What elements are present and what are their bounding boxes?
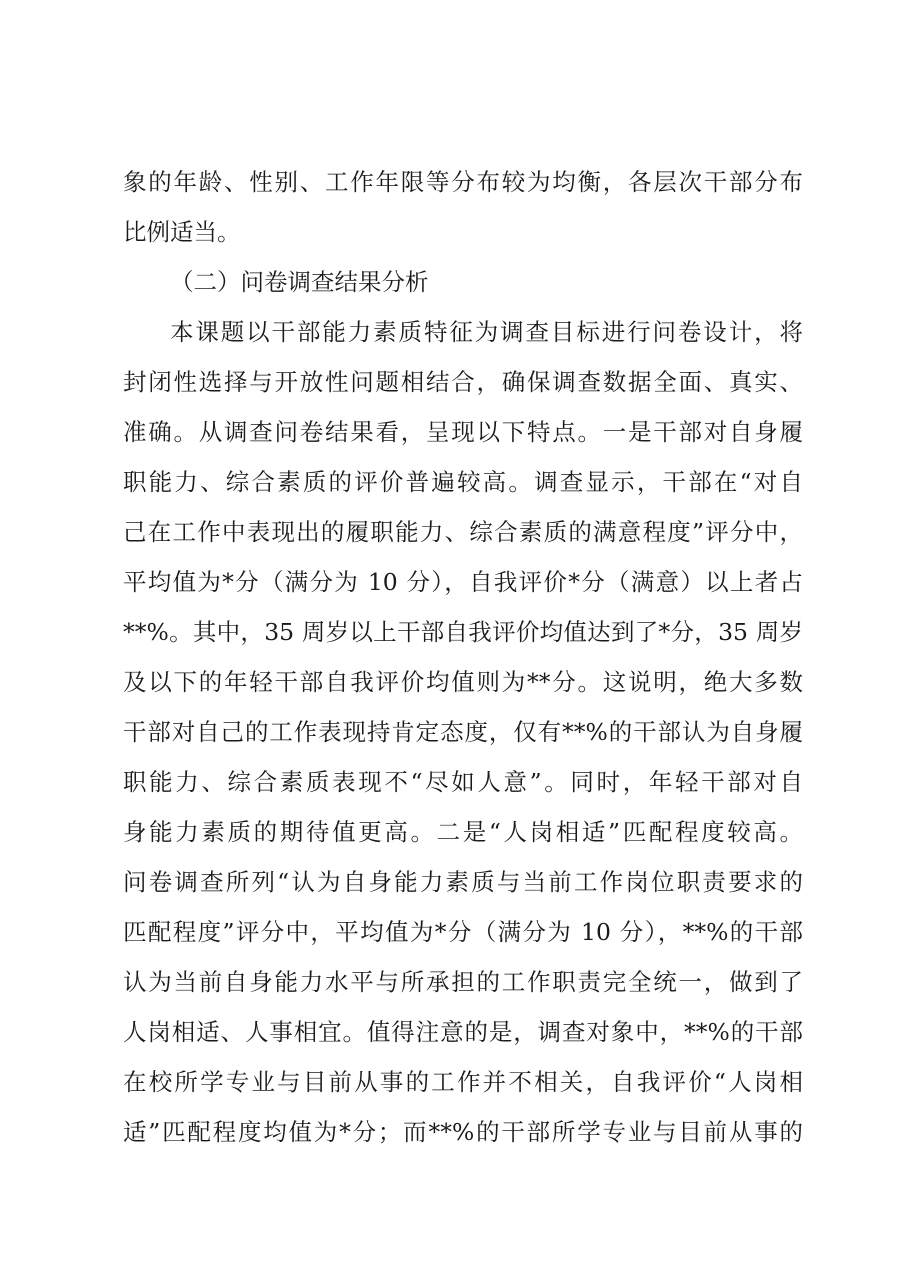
text-line-14: 身能力素质的期待值更高。二是“人岗相适”匹配程度较高。: [123, 818, 803, 846]
text-line-9: 平均值为*分（满分为 10 分），自我评价*分（满意）以上者占: [123, 568, 803, 596]
text-line-10: **%。其中，35 周岁以上干部自我评价均值达到了*分，35 周岁: [123, 618, 803, 646]
section-heading: （二）问卷调查结果分析: [170, 268, 429, 296]
text-line-11: 及以下的年轻干部自我评价均值则为**分。这说明，绝大多数: [123, 668, 803, 696]
text-line-1: 象的年龄、性别、工作年限等分布较为均衡，各层次干部分布: [123, 168, 803, 196]
text-line-15: 问卷调查所列“认为自身能力素质与当前工作岗位职责要求的: [123, 868, 803, 896]
text-line-4: 本课题以干部能力素质特征为调查目标进行问卷设计，将: [170, 318, 803, 346]
text-line-5: 封闭性选择与开放性问题相结合，确保调查数据全面、真实、: [123, 368, 803, 396]
text-line-13: 职能力、综合素质表现不“尽如人意”。同时，年轻干部对自: [123, 768, 803, 796]
text-line-7: 职能力、综合素质的评价普遍较高。调查显示，干部在“对自: [123, 468, 803, 496]
text-line-16: 匹配程度”评分中，平均值为*分（满分为 10 分），**%的干部: [123, 918, 803, 946]
text-line-17: 认为当前自身能力水平与所承担的工作职责完全统一，做到了: [123, 968, 803, 996]
text-line-12: 干部对自己的工作表现持肯定态度，仅有**%的干部认为自身履: [123, 718, 803, 746]
text-line-19: 在校所学专业与目前从事的工作并不相关，自我评价“人岗相: [123, 1068, 803, 1096]
text-line-18: 人岗相适、人事相宜。值得注意的是，调查对象中，**%的干部: [123, 1018, 803, 1046]
text-line-20: 适”匹配程度均值为*分；而**%的干部所学专业与目前从事的: [123, 1118, 803, 1146]
text-line-8: 己在工作中表现出的履职能力、综合素质的满意程度”评分中，: [123, 518, 803, 546]
text-line-2: 比例适当。: [123, 218, 241, 246]
text-line-6: 准确。从调查问卷结果看，呈现以下特点。一是干部对自身履: [123, 418, 803, 446]
